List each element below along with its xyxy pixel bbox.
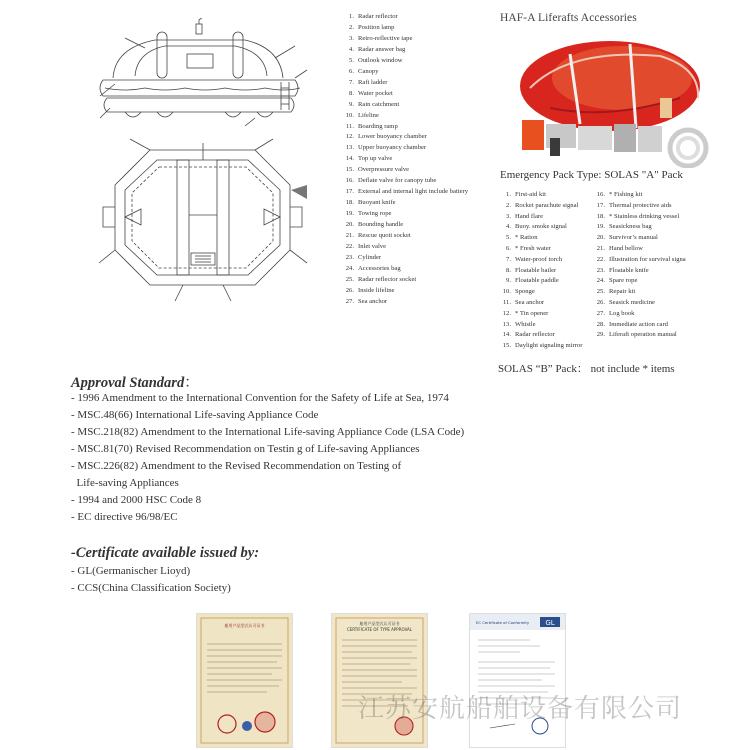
- part-item-label: Radar answer bag: [358, 45, 406, 53]
- part-item: [342, 176, 492, 187]
- pack-item: [497, 244, 582, 255]
- part-item-number: 2.: [349, 23, 354, 31]
- part-item: [342, 78, 492, 89]
- part-item-number: 7.: [349, 78, 354, 86]
- part-item-number: 9.: [349, 100, 354, 108]
- pack-item-label: Sponge: [515, 288, 535, 296]
- part-item: [342, 286, 492, 297]
- pack-item-label: Spare rope: [609, 277, 638, 285]
- pack-item-number: 8.: [506, 266, 511, 274]
- part-item-number: 15.: [345, 166, 354, 174]
- pack-item: [497, 190, 582, 201]
- pack-item-label: Log book: [609, 309, 635, 317]
- part-item-label: Buoyant knife: [358, 199, 396, 207]
- gl-logo: GL: [545, 619, 555, 627]
- pack-type-title: Emergency Pack Type: SOLAS "A" Pack: [500, 169, 683, 181]
- pack-item-label: Floatable paddle: [515, 277, 559, 285]
- pack-item: [591, 287, 686, 298]
- pack-item: [497, 212, 582, 223]
- part-item-number: 21.: [345, 232, 354, 240]
- approval-standard-item: - MSC.81(70) Revised Recommendation on Testin g of Life-saving Appliances: [71, 443, 420, 455]
- pack-item-number: 20.: [596, 234, 605, 242]
- part-item-number: 10.: [345, 111, 354, 119]
- pack-item: [591, 255, 686, 266]
- b-pack-note: SOLAS “B” Pack： not include * items: [498, 363, 675, 375]
- pack-item-label: Illustration for survival signa: [609, 255, 686, 263]
- pack-item: [497, 320, 582, 331]
- part-item-label: Outlook window: [358, 56, 403, 64]
- pack-item-number: 6.: [506, 244, 511, 252]
- part-item-number: 4.: [349, 45, 354, 53]
- part-item-label: Overpressure valve: [358, 166, 410, 174]
- accessories-bag-photo: [510, 28, 720, 168]
- pack-item-label: Survivor’s manual: [609, 234, 658, 242]
- part-item: [342, 275, 492, 286]
- approval-standard-heading: Approval Standard：: [71, 375, 199, 391]
- part-item-number: 14.: [345, 155, 354, 163]
- approval-standard-list: [71, 390, 491, 526]
- pack-item-number: 10.: [502, 288, 511, 296]
- part-item-label: Water pocket: [358, 89, 393, 97]
- part-item-label: Inside lifeline: [358, 286, 395, 294]
- part-item-number: 25.: [345, 275, 354, 283]
- part-item-label: Rain catchment: [358, 100, 400, 108]
- cert-2-title-en: CERTIFICATE OF TYPE APPROVAL: [346, 627, 413, 632]
- type-approval-certificate-image: [332, 614, 427, 747]
- pack-item-label: Hand bellow: [609, 244, 643, 252]
- pack-item: [591, 233, 686, 244]
- part-item-label: Raft ladder: [358, 78, 388, 86]
- ccs-certificate-image: [197, 614, 292, 747]
- accessories-title: HAF-A Liferafts Accessories: [500, 12, 637, 24]
- part-item-number: 19.: [345, 210, 354, 218]
- part-item-number: 1.: [349, 13, 354, 20]
- part-item: [342, 198, 492, 209]
- part-item: [342, 111, 492, 122]
- pack-item: [591, 266, 686, 277]
- pack-item-label: * Ration: [515, 234, 538, 242]
- part-item-label: Retro-reflective tape: [358, 34, 413, 42]
- pack-item: [591, 320, 686, 331]
- certificate-issuer-list: [71, 563, 231, 597]
- approval-standard-item: - MSC.218(82) Amendment to the International Life-saving Appliance Code (LSA Code): [71, 426, 465, 438]
- pack-item-label: Sea anchor: [515, 298, 545, 306]
- pack-item-label: Liferaft operation manual: [609, 331, 677, 339]
- pack-item-label: Radar reflector: [515, 331, 555, 339]
- pack-item: [497, 309, 582, 320]
- pack-item: [497, 201, 582, 212]
- liferaft-side-view-drawing: [95, 18, 310, 130]
- gl-ec-certificate-image: [470, 614, 565, 747]
- pack-item: [497, 330, 582, 341]
- pack-item: [497, 298, 582, 309]
- part-item: [342, 187, 492, 198]
- pack-item-number: 26.: [596, 298, 605, 306]
- part-item-number: 13.: [345, 144, 354, 152]
- pack-item: [497, 287, 582, 298]
- part-item: [342, 89, 492, 100]
- pack-item-label: Seasick medicine: [609, 298, 655, 306]
- part-item-label: Deflate valve for canopy tube: [358, 177, 437, 185]
- pack-items-right: [591, 190, 686, 341]
- approval-standard-item: Life-saving Appliances: [71, 477, 179, 489]
- pack-item: [591, 244, 686, 255]
- pack-item: [591, 330, 686, 341]
- pack-item-number: 22.: [596, 255, 605, 263]
- part-item: [342, 253, 492, 264]
- pack-item: [497, 255, 582, 266]
- pack-item-label: Immediate action card: [609, 320, 668, 328]
- approval-standard-item: - 1994 and 2000 HSC Code 8: [71, 494, 202, 506]
- part-item-label: Top up valve: [358, 155, 393, 163]
- approval-standard-item: - EC directive 96/98/EC: [71, 511, 178, 523]
- pack-item-number: 2.: [506, 201, 511, 209]
- part-item-number: 17.: [345, 188, 354, 196]
- part-item: [342, 209, 492, 220]
- pack-item-label: * Fresh water: [515, 244, 551, 252]
- part-item-number: 26.: [345, 286, 354, 294]
- liferaft-top-view-drawing: [95, 135, 310, 305]
- part-item: [342, 220, 492, 231]
- pack-item-number: 9.: [506, 277, 511, 285]
- approval-standard-item: - 1996 Amendment to the International Convention for the Safety of Life at Sea, 1974: [71, 392, 449, 404]
- part-item-number: 18.: [345, 199, 354, 207]
- pack-item-label: Rocket parachute signal: [515, 201, 579, 209]
- pack-item: [591, 276, 686, 287]
- pack-item-label: Buoy. smoke signal: [515, 223, 567, 231]
- part-item: [342, 132, 492, 143]
- pack-item-label: Repair kit: [609, 288, 636, 296]
- pack-item-label: First-aid kit: [515, 191, 546, 198]
- part-item-number: 6.: [349, 67, 354, 75]
- pack-item-number: 12.: [502, 309, 511, 317]
- part-item-number: 23.: [345, 253, 354, 261]
- part-item-number: 8.: [349, 89, 354, 97]
- pack-item-label: * Tin opener: [515, 309, 549, 317]
- part-item-label: Upper buoyancy chamber: [358, 144, 427, 152]
- part-item-number: 20.: [345, 221, 354, 229]
- pack-item: [591, 298, 686, 309]
- cert-1-title: 船用产品型式认可证书: [224, 623, 265, 628]
- pack-item-label: Hand flare: [515, 212, 544, 220]
- part-item: [342, 56, 492, 67]
- part-item-label: Inlet valve: [358, 243, 387, 251]
- liferaft-parts-list: [342, 12, 492, 308]
- pack-item: [497, 222, 582, 233]
- pack-item-number: 5.: [506, 234, 511, 242]
- pack-item: [497, 276, 582, 287]
- pack-item-number: 23.: [596, 266, 605, 274]
- part-item-label: Accessories bag: [358, 264, 401, 272]
- pack-items-left: [497, 190, 582, 352]
- pack-item-label: Thermal protective aids: [609, 201, 672, 209]
- company-watermark: 江苏安航船舶设备有限公司: [358, 694, 683, 724]
- part-item: [342, 122, 492, 133]
- part-item-label: Rescue quoit socket: [358, 232, 411, 240]
- pack-item-label: * Fishing kit: [609, 191, 643, 198]
- part-item: [342, 154, 492, 165]
- pack-item: [591, 201, 686, 212]
- pack-item-number: 14.: [502, 331, 511, 339]
- part-item: [342, 143, 492, 154]
- pack-item-number: 21.: [596, 244, 605, 252]
- part-item-number: 24.: [345, 264, 354, 272]
- part-item: [342, 45, 492, 56]
- pack-item-number: 16.: [596, 191, 605, 198]
- pack-item-number: 3.: [506, 212, 511, 220]
- pack-item-number: 27.: [596, 309, 605, 317]
- pack-item-number: 24.: [596, 277, 605, 285]
- part-item: [342, 165, 492, 176]
- pack-item: [591, 212, 686, 223]
- pack-item-label: Whistle: [515, 320, 536, 328]
- part-item-number: 5.: [349, 56, 354, 64]
- part-item-label: Sea anchor: [358, 297, 388, 305]
- pack-item: [591, 309, 686, 320]
- pack-item-label: * Stainless drinking vessel: [609, 212, 680, 220]
- approval-standard-item: - MSC.48(66) International Life-saving Appliance Code: [71, 409, 319, 421]
- part-item-number: 11.: [346, 122, 354, 130]
- pack-item-number: 13.: [502, 320, 511, 328]
- cert-3-title: EC Certificate of Conformity: [476, 620, 530, 625]
- pack-item: [591, 222, 686, 233]
- part-item: [342, 12, 492, 23]
- cert-2-title-cn: 船用产品型式认可证书: [359, 621, 400, 626]
- pack-item-number: 15.: [502, 342, 511, 350]
- part-item: [342, 297, 492, 308]
- part-item-label: Cylinder: [358, 253, 382, 261]
- part-item: [342, 23, 492, 34]
- part-item: [342, 67, 492, 78]
- pack-item-number: 28.: [596, 320, 605, 328]
- part-item-number: 3.: [349, 34, 354, 42]
- part-item-number: 22.: [345, 243, 354, 251]
- part-item: [342, 242, 492, 253]
- pack-item-number: 11.: [503, 298, 511, 306]
- pack-item-label: Water-proof torch: [515, 255, 563, 263]
- pack-item-number: 17.: [596, 201, 605, 209]
- pack-item-number: 7.: [506, 255, 511, 263]
- part-item-label: External and internal light include battery: [358, 188, 469, 196]
- pack-item: [591, 190, 686, 201]
- part-item-label: Radar reflector socket: [358, 275, 417, 283]
- pack-item-number: 29.: [596, 331, 605, 339]
- approval-standard-item: - MSC.226(82) Amendment to the Revised Recommendation on Testing of: [71, 460, 402, 472]
- pack-item: [497, 341, 582, 352]
- certificate-issuer-item: - GL(Germanischer Lioyd): [71, 565, 191, 577]
- pack-item-label: Floatable knife: [609, 266, 649, 274]
- part-item: [342, 34, 492, 45]
- pack-item-label: Seasickness bag: [609, 223, 652, 231]
- part-item-label: Radar reflector: [358, 13, 398, 20]
- part-item-label: Bounding handle: [358, 221, 404, 229]
- part-item-label: Position lamp: [358, 23, 395, 31]
- pack-item-number: 4.: [506, 223, 511, 231]
- part-item: [342, 100, 492, 111]
- part-item-label: Canopy: [358, 67, 379, 75]
- part-item-number: 16.: [345, 177, 354, 185]
- pack-item-label: Floatable bailer: [515, 266, 557, 274]
- pack-item-label: Daylight signaling mirror: [515, 342, 583, 350]
- part-item-number: 12.: [345, 133, 354, 141]
- part-item-label: Lower buoyancy chamber: [358, 133, 427, 141]
- certificate-issuer-item: - CCS(China Classification Society): [71, 582, 231, 594]
- pack-item-number: 19.: [596, 223, 605, 231]
- pack-item-number: 18.: [596, 212, 605, 220]
- part-item-label: Towing rope: [358, 210, 392, 218]
- certificate-heading: -Certificate available issued by:: [71, 545, 260, 561]
- part-item: [342, 264, 492, 275]
- pack-item: [497, 266, 582, 277]
- part-item-number: 27.: [345, 297, 354, 305]
- pack-item-number: 25.: [596, 288, 605, 296]
- part-item: [342, 231, 492, 242]
- pack-item: [497, 233, 582, 244]
- part-item-label: Lifeline: [358, 111, 379, 119]
- pack-item-number: 1.: [506, 191, 511, 198]
- part-item-label: Boarding ramp: [358, 122, 398, 130]
